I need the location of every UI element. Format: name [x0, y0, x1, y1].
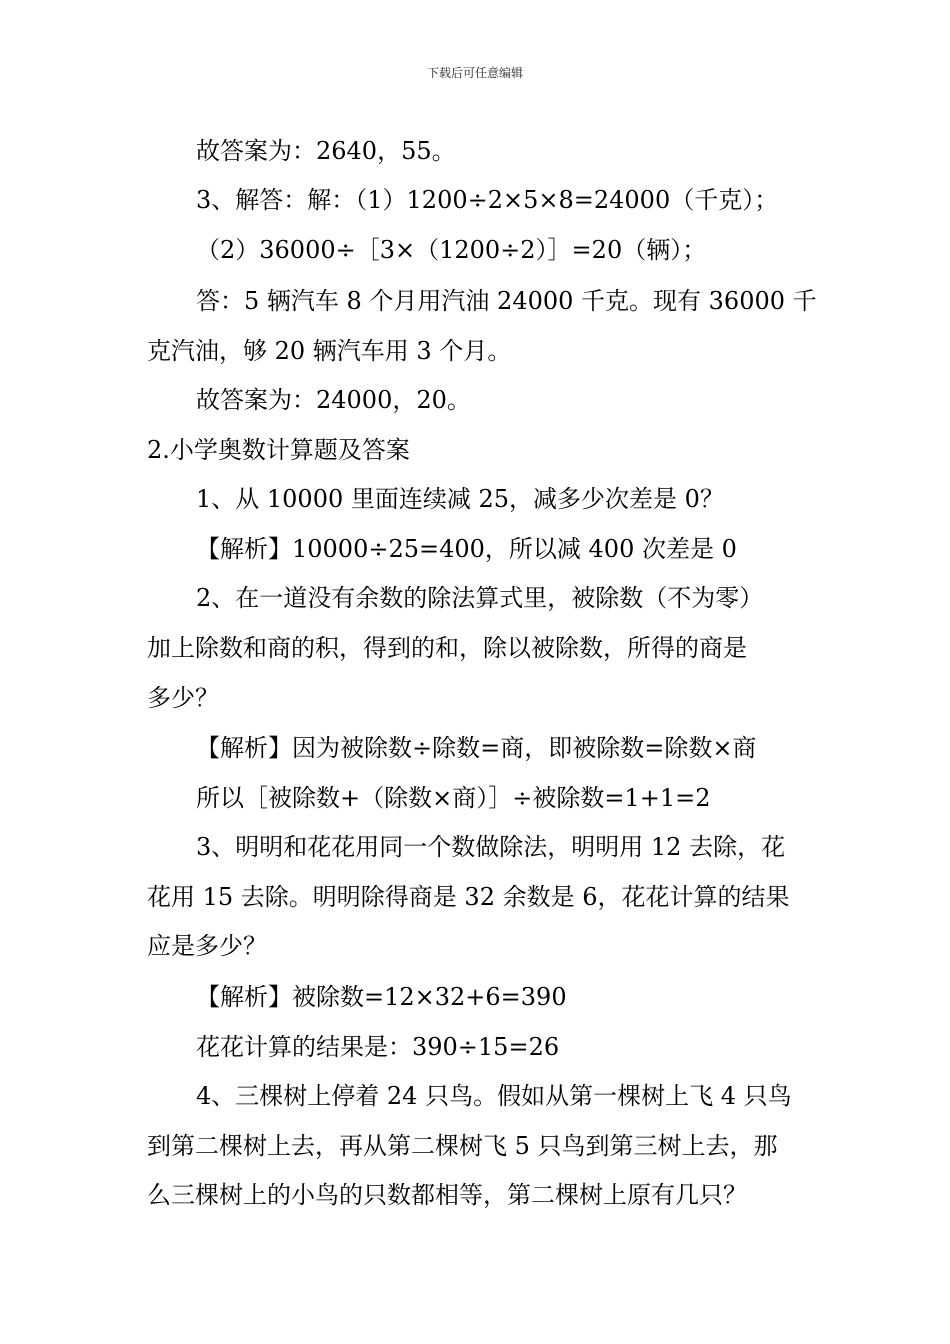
- text-line: 么三棵树上的小鸟的只数都相等，第二棵树上原有几只？: [147, 1181, 747, 1209]
- text-line: 加上除数和商的积，得到的和，除以被除数，所得的商是: [147, 634, 747, 662]
- section-heading: 2.小学奥数计算题及答案: [147, 436, 410, 464]
- text-line: 4、三棵树上停着 24 只鸟。假如从第一棵树上飞 4 只鸟: [196, 1082, 792, 1110]
- text-line: 【解析】10000÷25=400，所以减 400 次差是 0: [196, 535, 737, 563]
- text-line: 3、明明和花花用同一个数做除法，明明用 12 去除，花: [196, 833, 786, 861]
- page-header: 下载后可任意编辑: [426, 66, 523, 80]
- text-line: （2）36000÷［3×（1200÷2）］=20（辆）；: [196, 236, 707, 264]
- text-line: 【解析】因为被除数÷除数=商，即被除数=除数×商: [196, 734, 757, 762]
- text-line: 克汽油，够 20 辆汽车用 3 个月。: [147, 337, 512, 365]
- text-line: 故答案为：24000，20。: [196, 386, 471, 414]
- text-line: 2、在一道没有余数的除法算式里，被除数（不为零）: [196, 584, 764, 612]
- text-line: 到第二棵树上去，再从第二棵树飞 5 只鸟到第三树上去，那: [147, 1132, 778, 1160]
- text-line: 3、解答：解：（1）1200÷2×5×8=24000（千克）；: [196, 186, 779, 214]
- text-line: 花用 15 去除。明明除得商是 32 余数是 6，花花计算的结果: [147, 883, 790, 911]
- text-line: 所以［被除数+（除数×商）］÷被除数=1+1=2: [196, 784, 711, 812]
- text-line: 花花计算的结果是：390÷15=26: [196, 1033, 560, 1061]
- text-line: 多少？: [147, 684, 219, 712]
- text-line: 【解析】被除数=12×32+6=390: [196, 983, 567, 1011]
- text-line: 应是多少？: [147, 932, 267, 960]
- text-line: 答：5 辆汽车 8 个月用汽油 24000 千克。现有 36000 千: [196, 287, 817, 315]
- text-line: 1、从 10000 里面连续减 25，减多少次差是 0？: [196, 485, 724, 513]
- text-line: 故答案为：2640，55。: [196, 137, 456, 165]
